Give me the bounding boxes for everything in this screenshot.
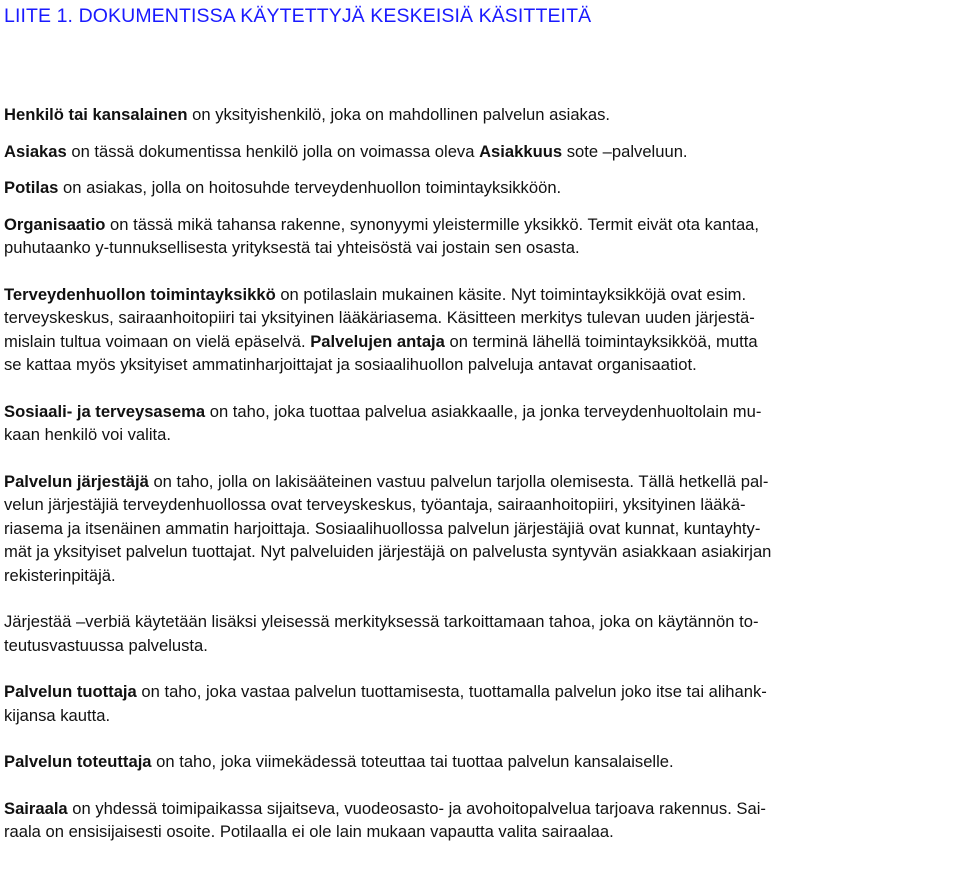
definition-potilas: [4, 176, 956, 200]
definition-jarjestaa: [4, 610, 956, 657]
term: Palvelun toteuttaja: [4, 752, 152, 771]
definition-text-secondary: sote –palveluun.: [562, 141, 688, 161]
definition-sairaala: [4, 797, 956, 844]
definition-toimintayksikko: [4, 283, 956, 377]
term: Potilas: [4, 178, 59, 197]
definition-text: on taho, joka vastaa palvelun tuottamisesta, tuottamalla palvelun joko itse tai alihank- kijansa kautta.: [4, 682, 767, 725]
term: Terveydenhuollon toimintayksikkö: [4, 284, 276, 304]
definition-text: on taho, jolla on lakisääteinen vastuu palvelun tarjolla olemisesta. Tällä hetkellä pal- velun järjestäjiä terveydenhuollossa ovat terveyskeskus, työantaja, sairaanhoitopiiri, yksityinen lääkä- riasema ja itsenäinen ammatin harjoittaja. Sosiaalihuollossa palvelun järjestäjiä ovat kunnat, kuntayhty- mät ja yksityiset palvelun tuottajat. Nyt palveluiden järjestäjä on palvelusta syntyvän asiakkaan asiakirjan rekisterinpitäjä.: [4, 471, 772, 585]
definition-text: on tässä dokumentissa henkilö jolla on voimassa oleva: [66, 141, 480, 161]
definition-text-secondary: on terminä lähellä toimintayksikköä, mutta se kattaa myös yksityiset ammatinharjoittajat ja sosiaalihuollon palveluja antavat organisaatiot.: [4, 331, 758, 374]
definition-text: on potilaslain mukainen käsite. Nyt toimintayksikköjä ovat esim. terveyskeskus, sairaanhoitopiiri tai yksityinen lääkäriasema. Käsitteen merkitys tulevan uuden järjestä- mislain tultua voimaan on vielä epäselvä.: [4, 284, 755, 351]
term-secondary: Palvelujen antaja: [310, 331, 445, 351]
document-title: LIITE 1. DOKUMENTISSA KÄYTETTYJÄ KESKEISIÄ KÄSITTEITÄ: [4, 5, 592, 27]
definition-text: on yksityishenkilö, joka on mahdollinen palvelun asiakas.: [187, 105, 610, 124]
definition-text: on asiakas, jolla on hoitosuhde terveydenhuollon toimintayksikköön.: [58, 178, 562, 197]
term-secondary: Asiakkuus: [479, 141, 563, 161]
term: Henkilö tai kansalainen: [4, 105, 188, 124]
definition-text: on taho, joka viimekädessä toteuttaa tai tuottaa palvelun kansalaiselle.: [151, 752, 674, 771]
definition-text: on tässä mikä tahansa rakenne, synonyymi yleistermille yksikkö. Termit eivät ota kantaa, puhutaanko y-tunnuksellisesta yrityksestä tai yhteisöstä vai jostain sen osasta.: [4, 214, 760, 257]
definition-henkilo: [4, 103, 956, 127]
definition-jarjestaja: [4, 470, 956, 588]
definition-tuottaja: [4, 680, 956, 727]
definition-sote-asema: [4, 400, 956, 447]
definition-asiakas: [4, 140, 956, 164]
definition-text: on taho, joka tuottaa palvelua asiakkaalle, ja jonka terveydenhuoltolain mu- kaan henkilö voi valita.: [4, 401, 762, 444]
definition-organisaatio: [4, 213, 956, 260]
term: Palvelun järjestäjä: [4, 471, 149, 491]
definition-text: Järjestää –verbiä käytetään lisäksi yleisessä merkityksessä tarkoittamaan tahoa, joka on käytännön to- teutusvastuussa palvelusta.: [4, 612, 759, 655]
term: Sairaala: [4, 798, 68, 818]
term: Organisaatio: [4, 214, 106, 234]
definition-toteuttaja: [4, 750, 956, 774]
definition-text: on yhdessä toimipaikassa sijaitseva, vuodeosasto- ja avohoitopalvelua tarjoava rakennus. Sai- raala on ensisijaisesti osoite. Potilaalla ei ole lain mukaan vapautta valita sairaalaa.: [4, 798, 766, 841]
term: Palvelun tuottaja: [4, 682, 137, 701]
term: Asiakas: [4, 141, 67, 161]
term: Sosiaali- ja terveysasema: [4, 401, 206, 421]
